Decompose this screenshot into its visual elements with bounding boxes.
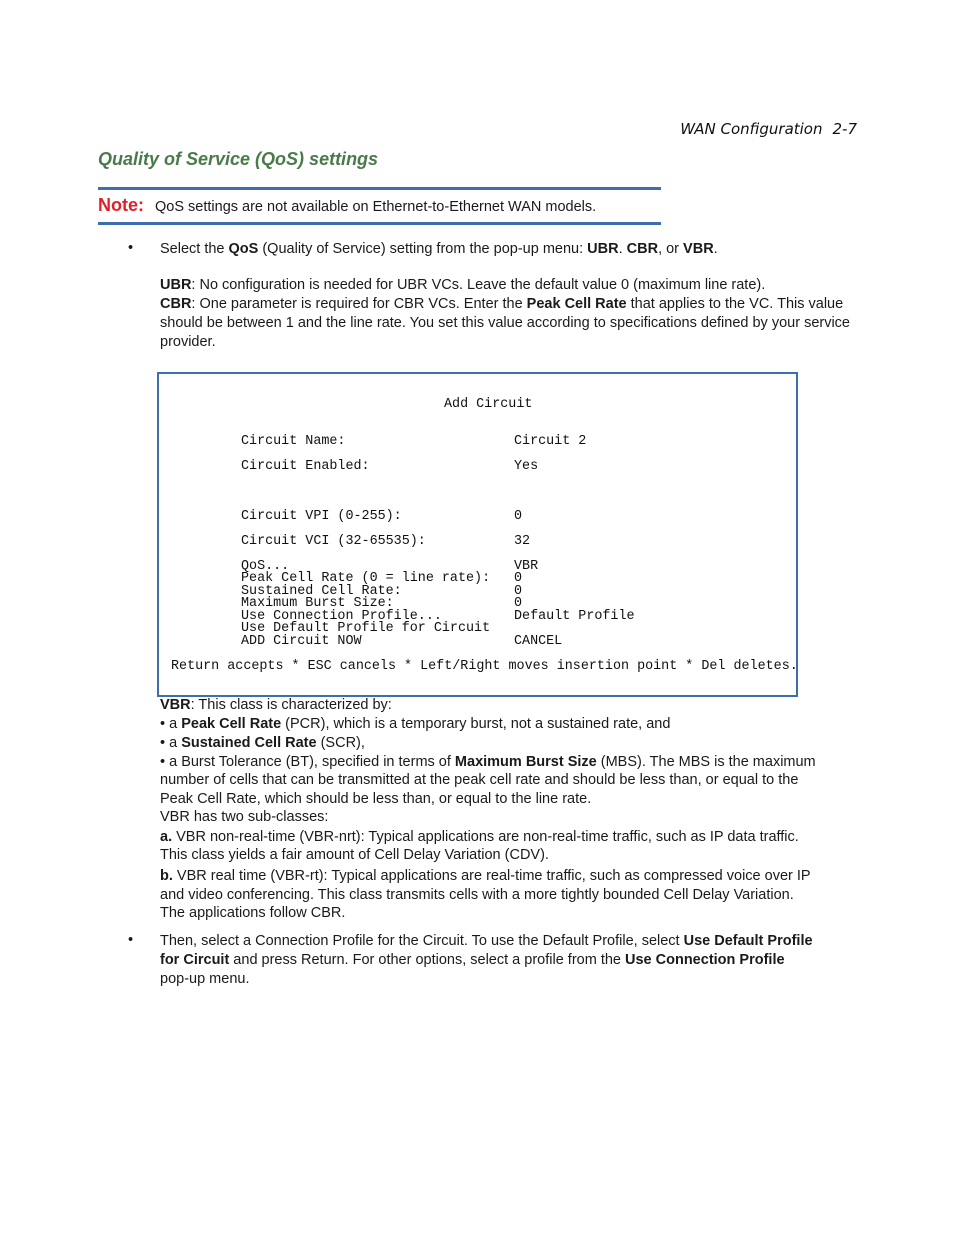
ubr-label: UBR (160, 277, 192, 293)
sub-b-label: b. (160, 868, 173, 884)
connection-profile-line3: pop-up menu. (160, 971, 250, 987)
bullet-marker: • (128, 240, 134, 256)
text: VBR non-real-time (VBR-nrt): Typical applications are non-real-time traffic, such as IP data traffic. (172, 829, 799, 845)
field-label: Circuit Enabled: (241, 459, 370, 474)
text: (SCR), (316, 735, 365, 751)
vbr-nrt-line2: This class yields a fair amount of Cell Delay Variation (CDV). (160, 847, 549, 863)
mbs-term: Maximum Burst Size (454, 754, 597, 770)
field-label: Sustained Cell Rate: (241, 584, 402, 599)
page-number: 2-7 (832, 120, 857, 138)
vbr-rt-line2: and video conferencing. This class transmits cells with a more tightly bounded Cell Delay Variation. (160, 887, 794, 903)
running-head-section: WAN Configuration (680, 120, 823, 138)
text: . (713, 241, 718, 257)
text: • a (160, 716, 182, 732)
connection-profile-paragraph (160, 932, 860, 951)
connection-profile-value[interactable]: Default Profile (514, 609, 635, 624)
vbr-term: VBR (683, 241, 714, 257)
field-label: Circuit VPI (0-255): (241, 509, 402, 524)
ubr-text: : No configuration is needed for UBR VCs. Leave the default value 0 (maximum line rate). (191, 277, 766, 293)
peak-cell-rate-value[interactable]: 0 (514, 571, 523, 586)
sub-a-label: a. (160, 829, 173, 845)
vbr-item-bt-line3: Peak Cell Rate, which should be less than, or equal to the line rate. (160, 791, 592, 807)
bullet-marker: • (128, 932, 134, 948)
text: • a (160, 735, 182, 751)
vbr-nrt-paragraph (160, 828, 860, 847)
terminal-footer: Return accepts * ESC cancels * Left/Right moves insertion point * Del deletes. (171, 659, 798, 674)
vbr-label: VBR (160, 697, 191, 713)
maximum-burst-size-value[interactable]: 0 (514, 596, 523, 611)
field-label: Circuit VCI (32-65535): (241, 534, 426, 549)
text: VBR real time (VBR-rt): Typical applications are real-time traffic, such as compressed voice over IP (172, 868, 811, 884)
cancel-button[interactable]: CANCEL (514, 634, 563, 649)
text: Select the (160, 241, 229, 257)
section-title: Quality of Service (QoS) settings (98, 149, 379, 169)
peak-cell-rate-term: Peak Cell Rate (526, 296, 627, 312)
text: and press Return. For other options, select a profile from the (229, 952, 626, 968)
note-text: QoS settings are not available on Ethernet-to-Ethernet WAN models. (155, 199, 597, 215)
text: that applies to the VC. This value should be between 1 and the line rate. You set this value according to specifications defined by your service provider. (160, 296, 850, 350)
vbr-subclasses: VBR has two sub-classes: (160, 809, 329, 825)
field-label: Circuit Name: (241, 434, 346, 449)
use-default-profile-checkbox[interactable]: Use Default Profile for Circuit (241, 621, 491, 636)
use-connection-profile-popup[interactable]: Use Connection Profile... (241, 609, 442, 624)
vbr-item-pcr (160, 715, 860, 734)
connection-profile-line2 (160, 951, 860, 970)
use-default-profile-term: Use Default Profile (683, 933, 813, 949)
text: • a Burst Tolerance (BT), specified in terms of (160, 754, 455, 770)
field-label: Maximum Burst Size: (241, 596, 394, 611)
scr-term: Sustained Cell Rate (181, 735, 317, 751)
vbr-item-scr (160, 734, 860, 753)
ubr-term: UBR (587, 241, 619, 257)
vbr-rt-line3: The applications follow CBR. (160, 905, 346, 921)
vbr-item-bt (160, 753, 860, 772)
cbr-paragraph (160, 295, 855, 352)
circuit-vpi-value[interactable]: 0 (514, 509, 523, 524)
text: (Quality of Service) setting from the pop-up menu: (258, 241, 588, 257)
circuit-enabled-value[interactable]: Yes (514, 459, 539, 474)
use-default-profile-term: for Circuit (160, 952, 230, 968)
qos-term: QoS (228, 241, 259, 257)
text: . (618, 241, 627, 257)
qos-select-paragraph (160, 240, 860, 259)
text: (MBS). The MBS is the maximum (596, 754, 816, 770)
text: , or (658, 241, 684, 257)
circuit-name-value[interactable]: Circuit 2 (514, 434, 587, 449)
vbr-rt-paragraph (160, 867, 860, 886)
text: Then, select a Connection Profile for the Circuit. To use the Default Profile, select (160, 933, 684, 949)
qos-value[interactable]: VBR (514, 559, 539, 574)
qos-popup-label[interactable]: QoS... (241, 559, 290, 574)
cbr-label: CBR (160, 296, 192, 312)
terminal-title: Add Circuit (444, 397, 533, 412)
text: (PCR), which is a temporary burst, not a sustained rate, and (281, 716, 671, 732)
text: : One parameter is required for CBR VCs. Enter the (191, 296, 527, 312)
circuit-vci-value[interactable]: 32 (514, 534, 531, 549)
note-label: Note: (98, 195, 144, 215)
vbr-intro (160, 696, 860, 715)
add-circuit-terminal (157, 372, 798, 697)
ubr-paragraph (160, 276, 860, 295)
note-box (98, 187, 661, 225)
running-head (600, 120, 857, 138)
vbr-item-bt-line2: number of cells that can be transmitted at the peak cell rate and should be less than, or equal to the (160, 772, 799, 788)
field-label: Peak Cell Rate (0 = line rate): (241, 571, 491, 586)
pcr-term: Peak Cell Rate (181, 716, 282, 732)
cbr-term: CBR (626, 241, 659, 257)
sustained-cell-rate-value[interactable]: 0 (514, 584, 523, 599)
use-connection-profile-term: Use Connection Profile (625, 952, 785, 968)
add-circuit-now-button[interactable]: ADD Circuit NOW (241, 634, 362, 649)
text: : This class is characterized by: (190, 697, 392, 713)
